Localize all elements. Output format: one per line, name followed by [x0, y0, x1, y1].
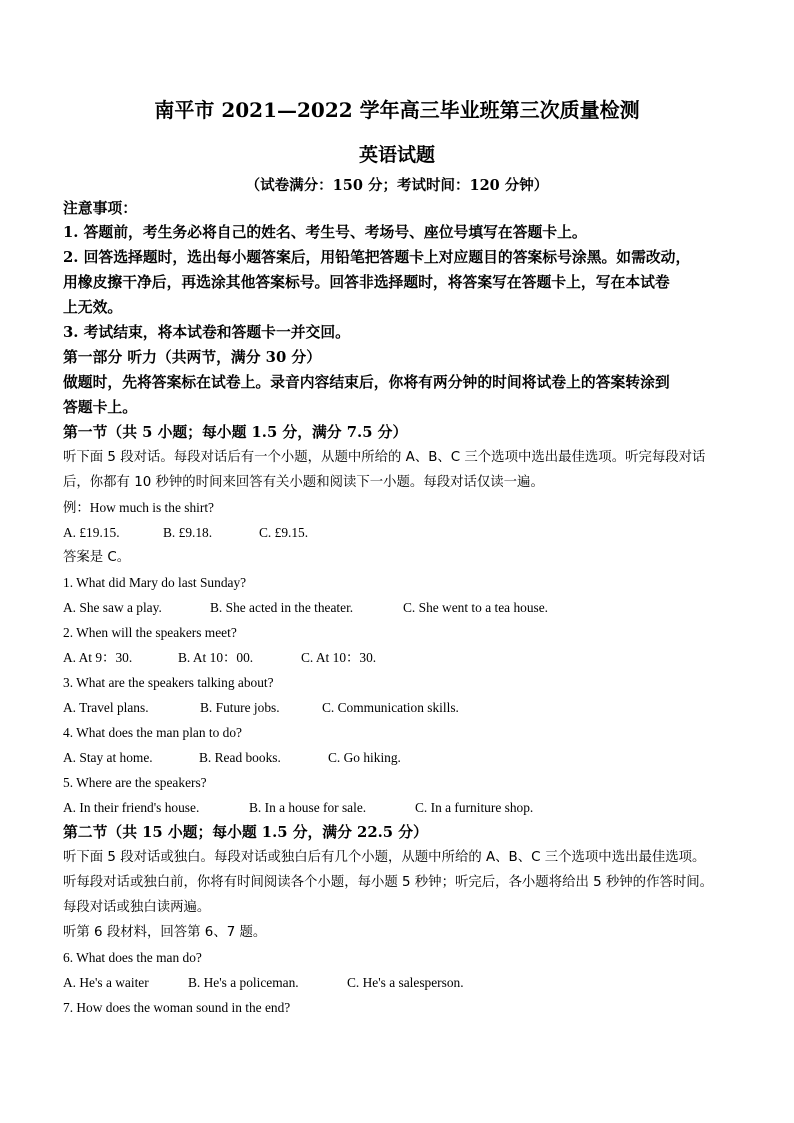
notice-heading: 注意事项： — [63, 200, 137, 217]
subject-title: 英语试题 — [358, 144, 435, 166]
question-6-option-b: B. He's a policeman. — [188, 975, 299, 990]
question-5: 5. Where are the speakers? — [63, 775, 207, 790]
question-5-option-a: A. In their friend's house. — [63, 800, 200, 815]
question-2-option-c: C. At 10：30. — [301, 650, 377, 665]
part1-heading: 第一部分 听力（共两节，满分 30 分） — [63, 349, 322, 366]
question-3-option-c: C. Communication skills. — [322, 700, 459, 715]
question-6-option-a: A. He's a waiter — [63, 975, 149, 990]
question-5-option-b: B. In a house for sale. — [249, 800, 367, 815]
material-6-note: 听第 6 段材料，回答第 6、7 题。 — [63, 925, 267, 940]
question-1-option-c: C. She went to a tea house. — [403, 600, 549, 615]
question-6-option-c: C. He's a salesperson. — [347, 975, 464, 990]
exam-info: （试卷满分：150 分；考试时间：120 分钟） — [245, 177, 549, 194]
example-option-c: C. £9.15. — [259, 525, 309, 540]
notice-item-3: 3. 考试结束，将本试卷和答题卡一并交回。 — [63, 324, 350, 341]
question-3-option-b: B. Future jobs. — [200, 700, 280, 715]
question-4: 4. What does the man plan to do? — [63, 725, 242, 740]
question-3: 3. What are the speakers talking about? — [63, 675, 274, 690]
exam-title: 南平市 2021—2022 学年高三毕业班第三次质量检测 — [154, 98, 640, 122]
question-2-option-a: A. At 9：30. — [63, 650, 133, 665]
notice-item-1: 1. 答题前，考生务必将自己的姓名、考生号、考场号、座位号填写在答题卡上。 — [63, 224, 587, 241]
question-6: 6. What does the man do? — [63, 950, 202, 965]
section1-heading: 第一节（共 5 小题；每小题 1.5 分，满分 7.5 分） — [63, 424, 408, 441]
example-answer: 答案是 C。 — [63, 550, 131, 565]
question-7: 7. How does the woman sound in the end? — [63, 1000, 291, 1015]
section2-heading: 第二节（共 15 小题；每小题 1.5 分，满分 22.5 分） — [63, 824, 428, 841]
example-option-b: B. £9.18. — [163, 525, 213, 540]
question-4-option-b: B. Read books. — [199, 750, 281, 765]
example-question: 例：How much is the shirt? — [63, 500, 214, 515]
part1-instruction-line-2: 答题卡上。 — [63, 399, 137, 416]
question-4-option-a: A. Stay at home. — [63, 750, 153, 765]
question-1-option-b: B. She acted in the theater. — [210, 600, 354, 615]
notice-item-2-line-1: 2. 回答选择题时，选出每小题答案后，用铅笔把答题卡上对应题目的答案标号涂黑。如需改动， — [63, 249, 691, 266]
section1-instruction-line-1: 听下面 5 段对话。每段对话后有一个小题，从题中所给的 A、B、C 三个选项中选出最佳选项。听完每段对话 — [63, 450, 706, 465]
question-3-option-a: A. Travel plans. — [63, 700, 149, 715]
notice-item-2-line-3: 上无效。 — [63, 299, 123, 316]
question-4-option-c: C. Go hiking. — [328, 750, 401, 765]
section1-instruction-line-2: 后，你都有 10 秒钟的时间来回答有关小题和阅读下一小题。每段对话仅读一遍。 — [63, 475, 544, 490]
section2-instruction-line-1: 听下面 5 段对话或独白。每段对话或独白后有几个小题，从题中所给的 A、B、C 三个选项中选出最佳选项。 — [63, 850, 706, 865]
question-5-option-c: C. In a furniture shop. — [415, 800, 534, 815]
question-2-option-b: B. At 10：00. — [178, 650, 254, 665]
section2-instruction-line-3: 每段对话或独白读两遍。 — [63, 900, 211, 915]
notice-item-2-line-2: 用橡皮擦干净后，再选涂其他答案标号。回答非选择题时，将答案写在答题卡上，写在本试卷 — [63, 274, 670, 291]
section2-instruction-line-2: 听每段对话或独白前，你将有时间阅读各个小题，每小题 5 秒钟；听完后，各小题将给出 5 秒钟的作答时间。 — [63, 875, 714, 890]
question-2: 2. When will the speakers meet? — [63, 625, 237, 640]
part1-instruction-line-1: 做题时，先将答案标在试卷上。录音内容结束后，你将有两分钟的时间将试卷上的答案转涂到 — [63, 374, 670, 391]
question-1-option-a: A. She saw a play. — [63, 600, 162, 615]
question-1: 1. What did Mary do last Sunday? — [63, 575, 247, 590]
example-option-a: A. £19.15. — [63, 525, 120, 540]
